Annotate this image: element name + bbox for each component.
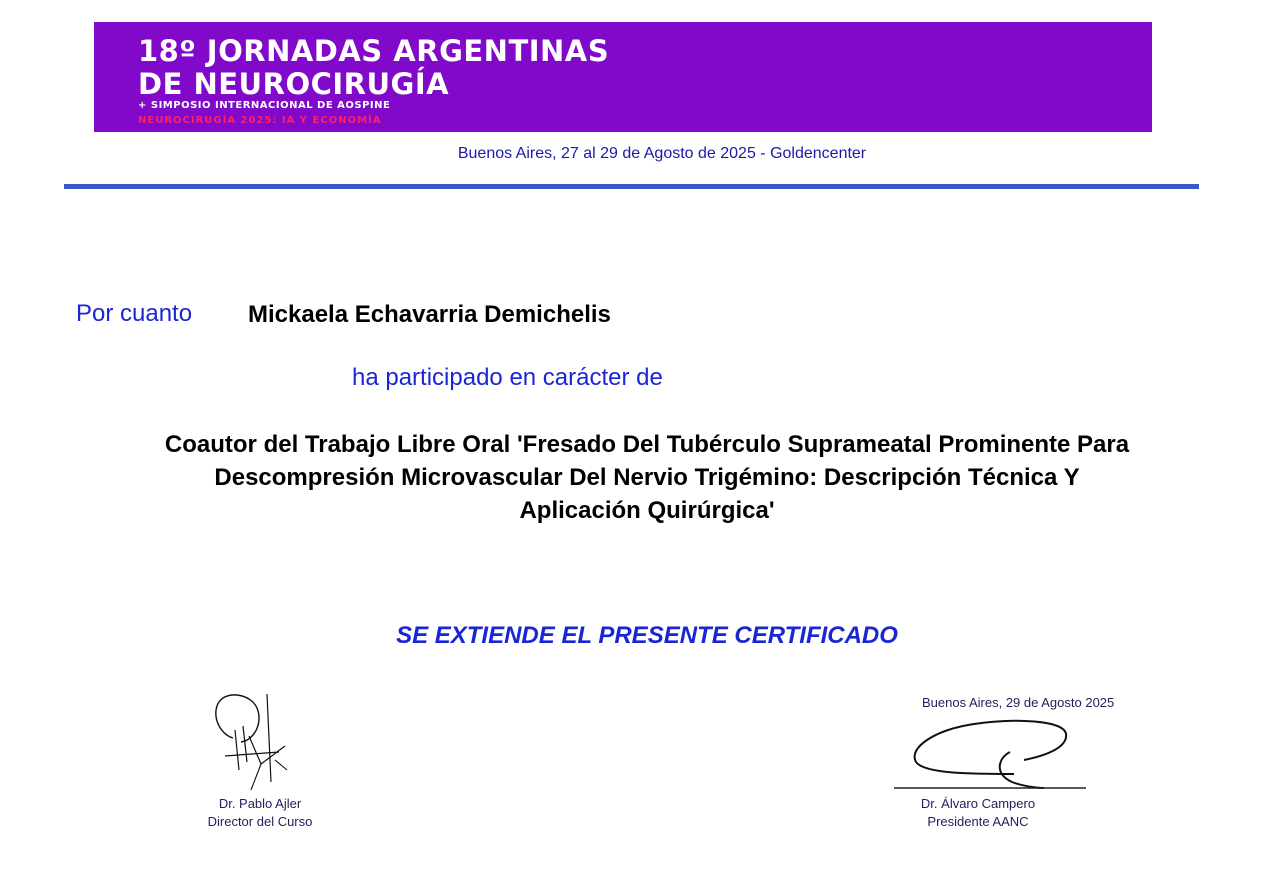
- participation-text: ha participado en carácter de: [352, 364, 663, 391]
- por-cuanto-label: Por cuanto: [76, 300, 193, 327]
- signature-right: [894, 712, 1086, 794]
- certificate-statement: SE EXTIENDE EL PRESENTE CERTIFICADO: [396, 622, 898, 649]
- participant-name: Mickaela Echavarria Demichelis: [248, 301, 611, 328]
- role-line-1: Coautor del Trabajo Libre Oral 'Fresado Del Tubérculo Suprameatal Prominente Para: [164, 431, 1130, 458]
- place-date: Buenos Aires, 29 de Agosto 2025: [922, 695, 1115, 710]
- banner-theme: NEUROCIRUGÍA 2025: IA Y ECONOMÍA: [138, 115, 382, 126]
- banner-subline: + SIMPOSIO INTERNACIONAL DE AOSPINE: [138, 100, 391, 111]
- header-divider: [64, 184, 1199, 189]
- signature-left: [205, 690, 315, 790]
- banner-title-line2: DE NEUROCIRUGÍA: [138, 67, 450, 101]
- banner-title-line1: 18º JORNADAS ARGENTINAS: [138, 34, 610, 68]
- signer-left-name: Dr. Pablo Ajler: [218, 796, 302, 811]
- signer-right-name: Dr. Álvaro Campero: [920, 796, 1036, 811]
- signer-right-title: Presidente AANC: [927, 814, 1029, 829]
- role-line-3: Aplicación Quirúrgica': [519, 497, 775, 524]
- role-line-2: Descompresión Microvascular Del Nervio Trigémino: Descripción Técnica Y: [214, 464, 1080, 491]
- header-banner: [94, 22, 1152, 132]
- event-info: Buenos Aires, 27 al 29 de Agosto de 2025 - Goldencenter: [457, 145, 867, 162]
- signer-left-title: Director del Curso: [207, 814, 313, 829]
- participation-role: [140, 428, 1154, 527]
